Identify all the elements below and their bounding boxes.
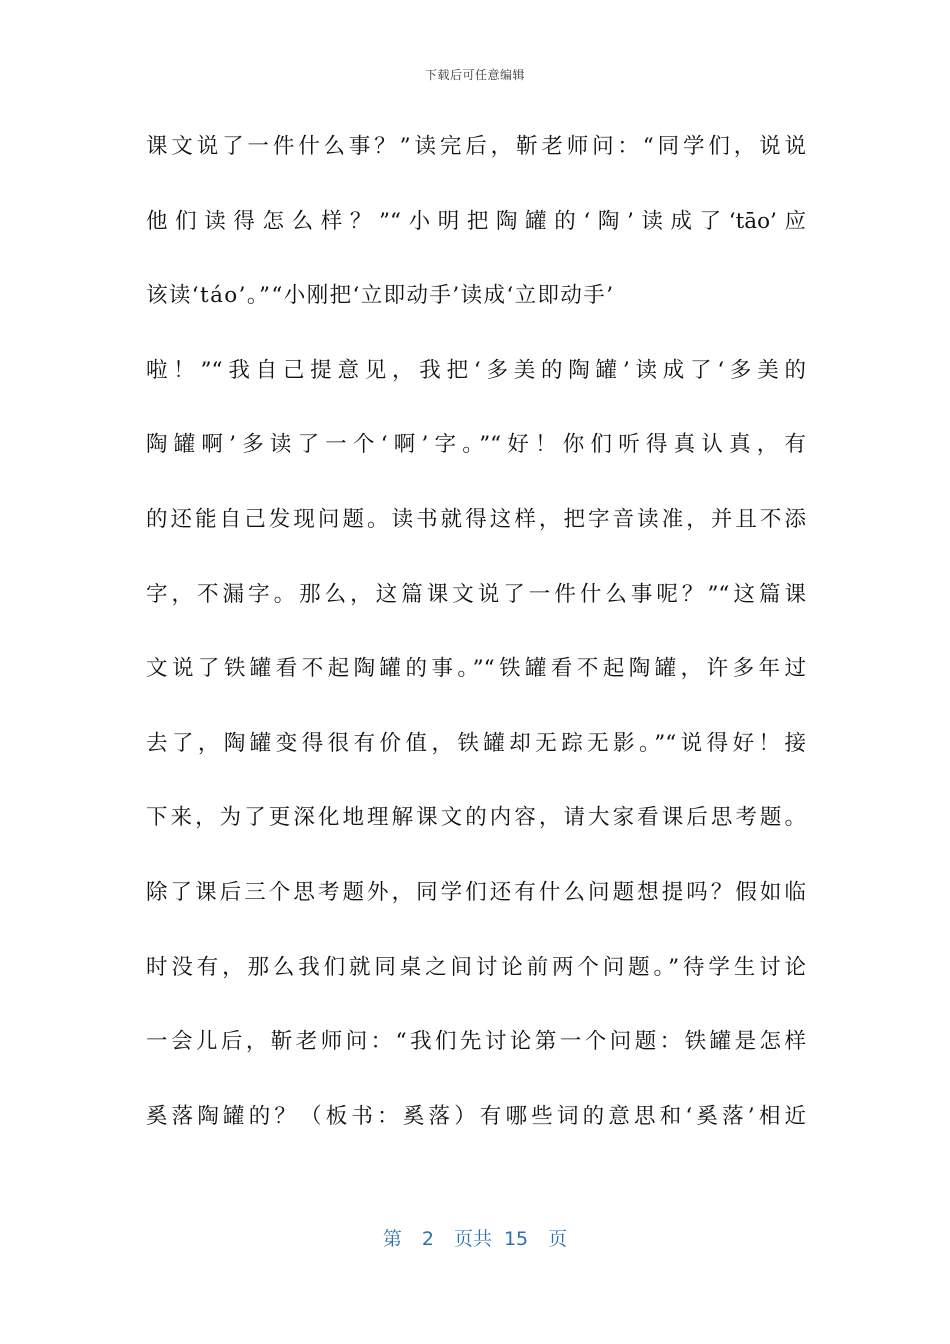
body-line: 时没有，那么我们就同桌之间讨论前两个问题。”待学生讨论 [146, 954, 806, 980]
body-line: 文说了铁罐看不起陶罐的事。”“铁罐看不起陶罐，许多年过 [146, 656, 806, 682]
body-line: 一会儿后，靳老师问：“我们先讨论第一个问题：铁罐是怎样 [146, 1029, 806, 1055]
body-line: 奚落陶罐的？（板书：奚落）有哪些词的意思和‘奚落’相近 [146, 1103, 806, 1129]
footer-suffix: 页 [548, 1228, 568, 1250]
footer-middle: 页共 [453, 1228, 492, 1250]
page-header: 下载后可任意编辑 [424, 68, 525, 82]
footer-page-number: 2 [421, 1228, 434, 1250]
body-line: 去了，陶罐变得很有价值，铁罐却无踪无影。”“说得好！接 [146, 730, 806, 756]
body-text [146, 124, 806, 1168]
body-line: 陶罐啊’多读了一个‘啊’字。”“好！你们听得真认真，有 [146, 432, 806, 458]
footer-total-pages: 15 [503, 1228, 529, 1250]
footer-prefix: 第 [382, 1228, 402, 1250]
body-line: 字，不漏字。那么，这篇课文说了一件什么事呢？”“这篇课 [146, 581, 806, 607]
body-line: 的还能自己发现问题。读书就得这样，把字音读准，并且不添 [146, 506, 806, 532]
body-line: 他们读得怎么样？”“小明把陶罐的‘陶’读成了‘tāo’应 [146, 208, 806, 234]
body-line: 除了课后三个思考题外，同学们还有什么问题想提吗？假如临 [146, 879, 806, 905]
body-line: 啦！”“我自己提意见，我把‘多美的陶罐’读成了‘多美的 [146, 357, 806, 383]
body-line: 该读‘táo’。”“小刚把‘立即动手’读成‘立即动手’ [146, 283, 615, 309]
body-line: 下来，为了更深化地理解课文的内容，请大家看课后思考题。 [146, 805, 806, 831]
page-footer [0, 1224, 950, 1251]
body-line: 课文说了一件什么事？”读完后，靳老师问：“同学们，说说 [146, 134, 806, 159]
